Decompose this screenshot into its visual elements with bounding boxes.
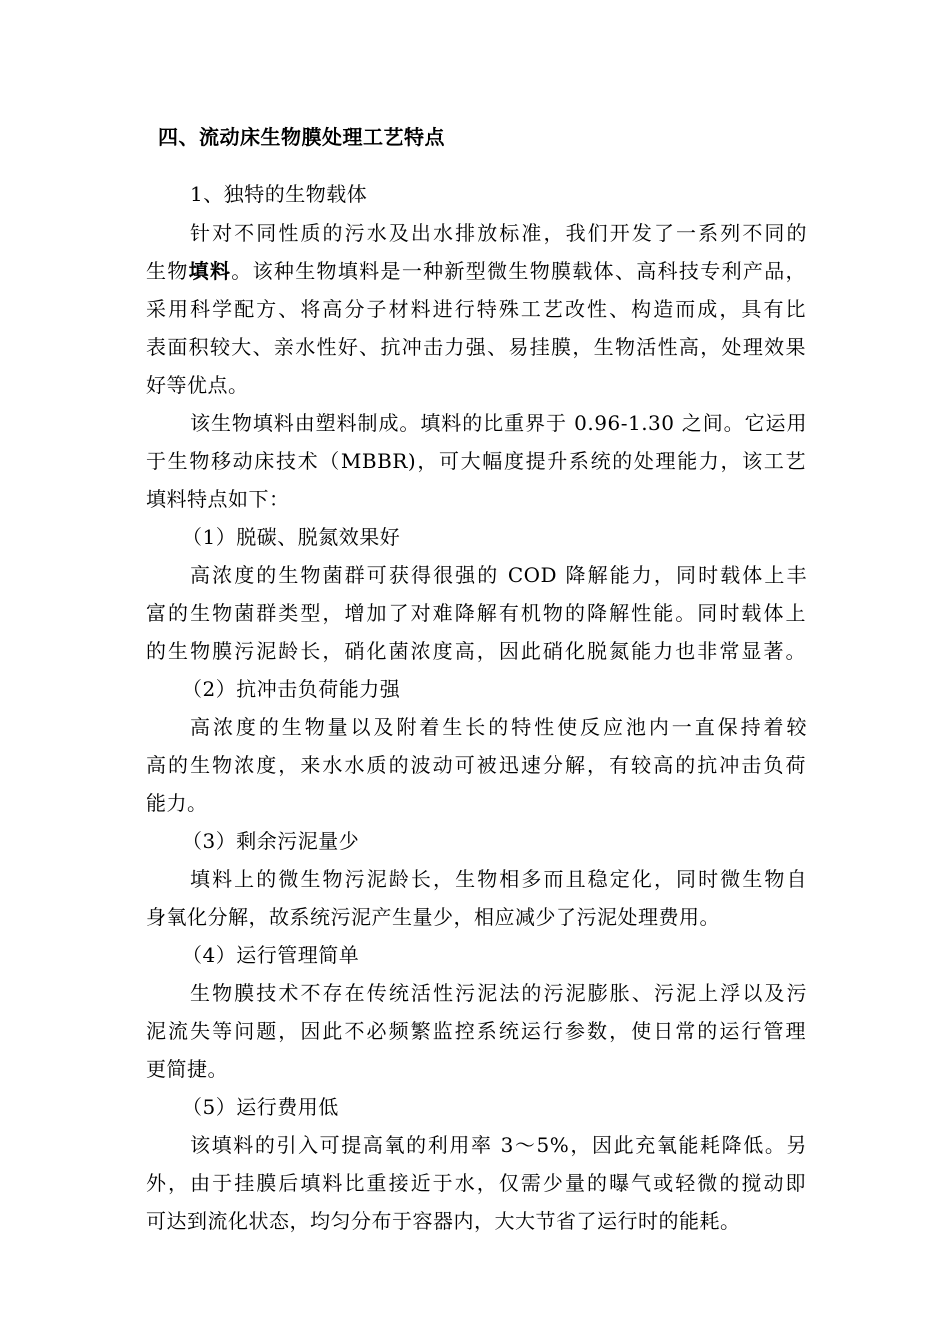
paragraph-line: 好等优点。 bbox=[146, 373, 249, 397]
subsection-title: 1、独特的生物载体 bbox=[190, 182, 368, 206]
paragraph-line: 泥流失等问题，因此不必频繁监控系统运行参数，使日常的运行管理 bbox=[146, 1019, 806, 1043]
paragraph-line: 高的生物浓度，来水水质的波动可被迅速分解，有较高的抗冲击负荷 bbox=[146, 753, 806, 777]
paragraph-line: 可达到流化状态，均匀分布于容器内，大大节省了运行时的能耗。 bbox=[146, 1209, 741, 1233]
paragraph-line: 富的生物菌群类型，增加了对难降解有机物的降解性能。同时载体上 bbox=[146, 601, 806, 625]
paragraph-line: 填料特点如下： bbox=[146, 487, 290, 511]
paragraph-line: 高浓度的生物菌群可获得很强的 COD 降解能力，同时载体上丰 bbox=[190, 563, 807, 587]
bold-term: 填料 bbox=[188, 259, 232, 283]
paragraph-line: 能力。 bbox=[146, 791, 208, 815]
section-heading: 四、流动床生物膜处理工艺特点 bbox=[158, 125, 445, 149]
list-item-title: （1）脱碳、脱氮效果好 bbox=[182, 525, 401, 549]
paragraph-line: 生物膜技术不存在传统活性污泥法的污泥膨胀、污泥上浮以及污 bbox=[190, 981, 807, 1005]
paragraph-line: 高浓度的生物量以及附着生长的特性使反应池内一直保持着较 bbox=[190, 715, 807, 739]
paragraph-line: 身氧化分解，故系统污泥产生量少，相应减少了污泥处理费用。 bbox=[146, 905, 720, 929]
paragraph-line: 的生物膜污泥龄长，硝化菌浓度高，因此硝化脱氮能力也非常显著。 bbox=[146, 639, 806, 663]
paragraph-line: 该生物填料由塑料制成。填料的比重界于 0.96-1.30 之间。它运用 bbox=[190, 411, 807, 435]
paragraph-text: 。该种生物填料是一种新型微生物膜载体、高科技专利产品， bbox=[231, 259, 807, 283]
paragraph-text: 生物 bbox=[146, 259, 189, 283]
list-item-title: （4）运行管理简单 bbox=[182, 943, 360, 967]
paragraph-line: 该填料的引入可提高氧的利用率 3～5%，因此充氧能耗降低。另 bbox=[190, 1133, 807, 1157]
paragraph-line: 填料上的微生物污泥龄长，生物相多而且稳定化，同时微生物自 bbox=[190, 867, 807, 891]
list-item-title: （2）抗冲击负荷能力强 bbox=[182, 677, 401, 701]
paragraph-line: 于生物移动床技术（MBBR)，可大幅度提升系统的处理能力，该工艺 bbox=[146, 449, 806, 473]
list-item-title: （3）剩余污泥量少 bbox=[182, 829, 360, 853]
paragraph-line: 外，由于挂膜后填料比重接近于水，仅需少量的曝气或轻微的搅动即 bbox=[146, 1171, 806, 1195]
list-item-title: （5）运行费用低 bbox=[182, 1095, 339, 1119]
paragraph-line: 采用科学配方、将高分子材料进行特殊工艺改性、构造而成，具有比 bbox=[146, 297, 806, 321]
paragraph-line: 更简捷。 bbox=[146, 1057, 228, 1081]
paragraph-line bbox=[146, 258, 806, 284]
paragraph-line: 表面积较大、亲水性好、抗冲击力强、易挂膜，生物活性高，处理效果 bbox=[146, 335, 806, 359]
paragraph-line: 针对不同性质的污水及出水排放标准，我们开发了一系列不同的 bbox=[190, 221, 807, 245]
